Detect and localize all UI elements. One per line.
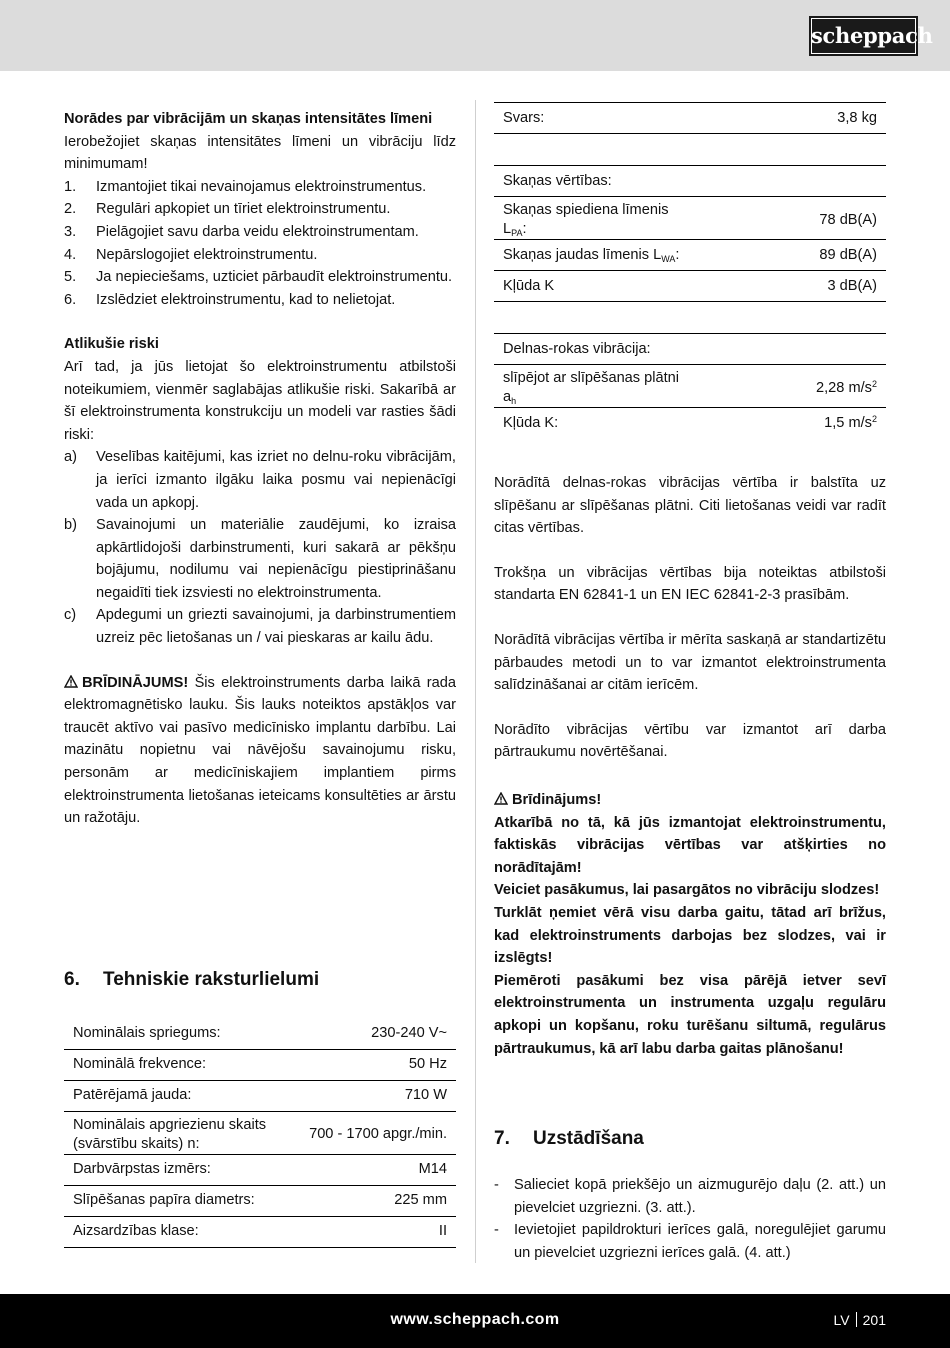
warning-line: Piemēroti pasākumi bez visa pārējā ietver sevī elektroinstrumenta un instrumenta uzgaļu regulāru apkopi un kopšanu, roku turēšanu siltumā, regulārus pārtraukumus, kā arī labu darba gaitas plānošanu! xyxy=(494,972,886,1057)
standards-note: Trokšņa un vibrācijas vērtības bija noteiktas atbilstoši standarta EN 62841-1 un EN IEC 62841-2-3 prasībām. xyxy=(494,564,886,604)
list-item: c) Apdegumi un griezti savainojumi, ja darbinstrumentiem uzreiz pēc lietošanas un / vai pieskaras ar kailu ādu. xyxy=(64,607,456,647)
noise-list xyxy=(64,176,456,312)
warning-triangle-icon xyxy=(64,675,78,688)
list-item: - Ievietojiet papildrokturi ierīces galā, noregulējiet garumu un pievelciet uzgriezni ierīces galā. (4. att.) xyxy=(494,1222,886,1261)
table-row: Nominālais apgriezienu skaits (svārstību skaits) n: 700 - 1700 apgr./min. xyxy=(64,1111,456,1154)
table-row: Kļūda K: 1,5 $m/s^2$ xyxy=(503,413,877,431)
website-link[interactable]: www.scheppach.com xyxy=(390,1311,560,1328)
column-divider xyxy=(475,100,476,1263)
install-list xyxy=(494,1174,886,1264)
list-item: a) Veselības kaitējumi, kas izriet no delnu-roku vibrācijām, ja ierīci izmanto ilgāku laika posmu vai nepienācīgi vada un apkopj. xyxy=(64,449,456,511)
pause-note: Norādīto vibrācijas vērtību var izmantot arī darba pārtraukumu novērtēšanai. xyxy=(494,721,886,761)
list-item: 3. Pielāgojiet savu darba veidu elektroinstrumentam. xyxy=(64,223,419,240)
vibration-warning xyxy=(494,789,886,1060)
table-row: Delnas-rokas vibrācija: xyxy=(494,334,886,365)
list-item: 2. Regulāri apkopiet un tīriet elektroinstrumentu. xyxy=(64,201,391,218)
table-row: Skaņas jaudas līmenis $L_{WA}$: 89 dB(A) xyxy=(494,240,886,271)
scheppach-logo: scheppach xyxy=(809,16,918,56)
table-row: Svars: 3,8 kg xyxy=(494,103,886,134)
table-row: Patērējamā jauda: 710 W xyxy=(64,1080,456,1111)
table-row: Darbvārpstas izmērs: M14 xyxy=(64,1154,456,1185)
residual-heading: Atlikušie riski xyxy=(64,336,159,353)
vibration-note: Norādītā delnas-rokas vibrācijas vērtība ir balstīta uz slīpēšanu ar slīpēšanas plātni. Citi lietošanas veidi var radīt citas vērtības. xyxy=(494,475,886,537)
table-row: Nominālais spriegums: 230-240 V~ xyxy=(64,1018,456,1049)
left-column xyxy=(64,108,456,830)
footer-bar xyxy=(0,1294,950,1348)
measurement-note: Norādītā vibrācijas vērtība ir mērīta saskaņā ar standartizētu pārbaudes metodi un to var izmantot elektroinstrumenta salīdzināšanai ar citām ierīcēm. xyxy=(494,631,886,694)
warning-line: Atkarībā no tā, kā jūs izmantojat elektroinstrumentu, faktiskās vibrācijas vērtības var atšķirties no norādītajām! xyxy=(494,814,886,876)
table-row: Slīpēšanas papīra diametrs: 225 mm xyxy=(64,1185,456,1216)
warning-heading: Brīdinājums! xyxy=(494,789,886,812)
list-item: - Salieciet kopā priekšējo un aizmugurējo daļu (2. att.) un pievelciet uzgriezni. (3. att.). xyxy=(494,1177,886,1216)
list-item: b) Savainojumi un materiālie zaudējumi, ko izraisa apkārtlidojoši darbinstrumenti, kuri sakarā ar pēkšņu bojājumu, nodilumu vai nepienācīgu piestiprināšanu negaidīti tiek izsviesti no elektroinstrumenta. xyxy=(64,517,456,601)
residual-list xyxy=(64,446,456,649)
table-row: Nominālā frekvence: 50 Hz xyxy=(64,1049,456,1080)
section-7-heading: 7. Uzstādīšana xyxy=(494,1128,644,1149)
noise-intro: Ierobežojiet skaņas intensitātes līmeni un vibrāciju līdz minimumam! xyxy=(64,133,456,173)
warning-triangle-icon xyxy=(494,792,508,805)
technical-data-table xyxy=(64,1018,456,1248)
warning-line: Turklāt ņemiet vērā visu darba gaitu, tātad arī brīžus, kad elektroinstruments darbojas bez slodzes, vai ir izslēgts! xyxy=(494,904,886,967)
right-paragraphs xyxy=(494,472,886,764)
list-item: 6. Izslēdziet elektroinstrumentu, kad to nelietojat. xyxy=(64,291,396,308)
table-row: slīpējot ar slīpēšanas plātni $a_h$ 2,28 $m/s^2$ xyxy=(494,365,886,408)
warning-line: Veiciet pasākumus, lai pasargātos no vibrāciju slodzes! xyxy=(494,882,880,899)
warning-text: Šis elektroinstruments darba laikā rada elektromagnētisko lauku. Šis lauks noteiktos apstākļos var traucēt aktīvo vai pasīvo medicīnisko implantu darbību. Lai mazinātu nopietnu vai nāvējošu savainojumu risku, personām ar medicīniskajiem implantiem pirms elektroinstrumenta lietošanas ieteicams konsultēties ar ārstu un ražotāju. xyxy=(64,674,456,827)
header-bar xyxy=(0,0,950,71)
residual-intro: Arī tad, ja jūs lietojat šo elektroinstrumentu atbilstoši noteikumiem, vienmēr saglabājas atlikušie riski. Sakarībā ar šī elektroinstrumenta konstrukciju un modeli var rasties šādi riski: xyxy=(64,358,456,443)
table-row: Aizsardzības klase: II xyxy=(64,1216,456,1247)
section-6-heading: 6. Tehniskie raksturlielumi xyxy=(64,969,320,990)
emf-warning xyxy=(64,672,456,830)
noise-heading: Norādes par vibrācijām un skaņas intensitātes līmeni xyxy=(64,111,433,127)
list-item: 5. Ja nepieciešams, uzticiet pārbaudīt elektroinstrumentu. xyxy=(64,269,453,286)
table-row: Skaņas spiediena līmenis $L_{PA}$: 78 dB(A) xyxy=(494,197,886,240)
values-table xyxy=(494,102,886,439)
list-item: 1. Izmantojiet tikai nevainojamus elektroinstrumentus. xyxy=(64,178,427,195)
list-item: 4. Nepārslogojiet elektroinstrumentu. xyxy=(64,246,318,263)
warning-label: BRĪDINĀJUMS! xyxy=(82,674,189,691)
table-row: Skaņas vērtības: xyxy=(494,166,886,197)
page-number: LV 201 xyxy=(833,1312,886,1328)
table-row: Kļūda K 3 dB(A) xyxy=(494,271,886,302)
